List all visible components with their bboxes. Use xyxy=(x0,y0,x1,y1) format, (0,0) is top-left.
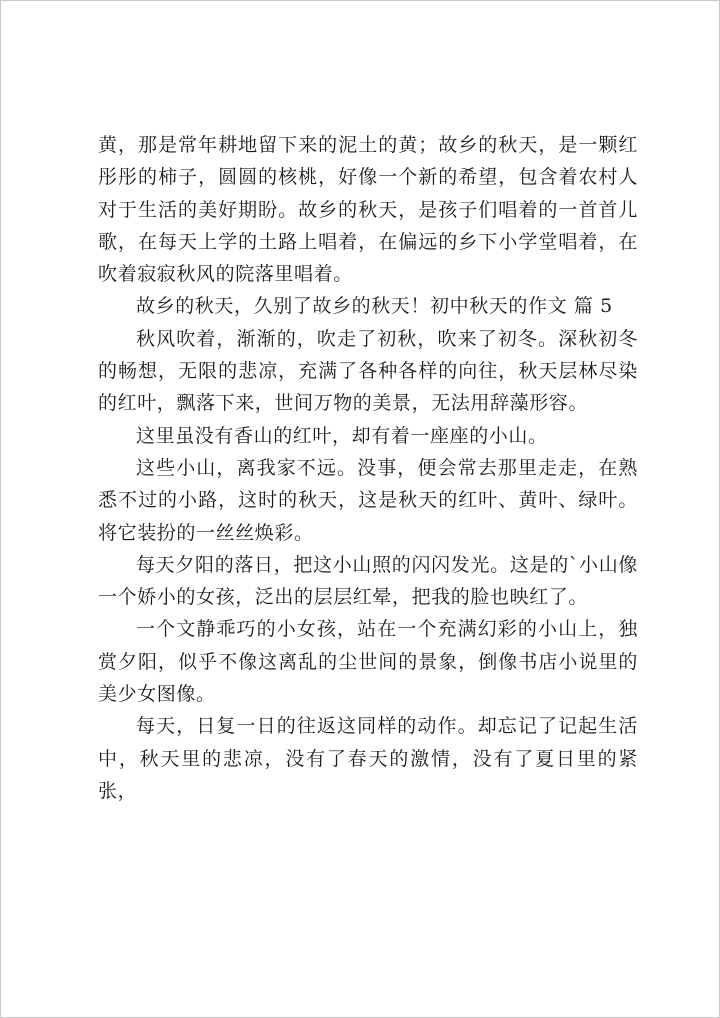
paragraph-1: 黄，那是常年耕地留下来的泥土的黄；故乡的秋天，是一颗红彤彤的柿子，圆圆的核桃，好像一个新的希望，包含着农村人对于生活的美好期盼。故乡的秋天，是孩子们唱着的一首首儿歌，在每天上学的土路上唱着，在偏远的乡下小学堂唱着，在吹着寂寂秋风的院落里唱着。 xyxy=(98,134,638,286)
paragraph-5: 每天夕阳的落日，把这小山照的闪闪发光。这是的`小山像一个娇小的女孩，泛出的层层红晕，把我的脸也映红了。 xyxy=(98,553,638,609)
paragraph-3: 这里虽没有香山的红叶，却有着一座座的小山。 xyxy=(136,424,548,447)
paragraph-4: 这些小山，离我家不远。没事，便会常去那里走走，在熟悉不过的小路，这时的秋天，这是秋天的红叶、黄叶、绿叶。将它装扮的一丝丝焕彩。 xyxy=(98,456,638,544)
paragraph-7: 每天，日复一日的往返这同样的动作。却忘记了记起生活中，秋天里的悲凉，没有了春天的激情，没有了夏日里的紧张， xyxy=(98,715,638,802)
paragraph-2: 秋风吹着，渐渐的，吹走了初秋，吹来了初冬。深秋初冬的畅想，无限的悲凉，充满了各种各样的向往，秋天层林尽染的红叶，飘落下来，世间万物的美景，无法用辞藻形容。 xyxy=(98,327,638,415)
paragraph-6: 一个文静乖巧的小女孩，站在一个充满幻彩的小山上，独赏夕阳，似乎不像这离乱的尘世间的景象，倒像书店小说里的美少女图像。 xyxy=(98,618,638,706)
section-heading: 故乡的秋天，久别了故乡的秋天！初中秋天的作文 篇 5 xyxy=(136,295,613,318)
document-body xyxy=(98,129,638,807)
